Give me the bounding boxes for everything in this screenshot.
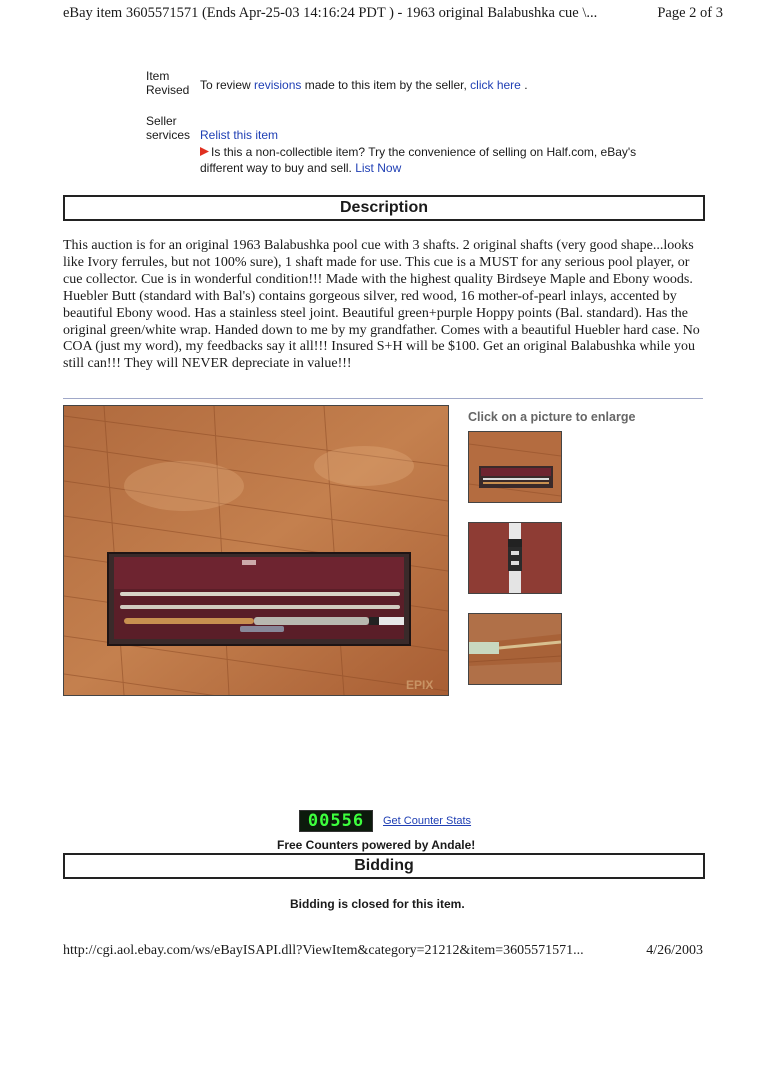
item-revised-label-line2: Revised — [146, 83, 190, 97]
half-com-promo — [200, 144, 680, 176]
promo-text: Is this a non-collectible item? Try the convenience of selling on Half.com, eBay's different way to buy and sell. — [200, 145, 637, 175]
thumbnail-1[interactable] — [468, 431, 562, 503]
bidding-heading: Bidding — [63, 853, 705, 879]
page-number: Page 2 of 3 — [657, 5, 723, 21]
print-title: eBay item 3605571571 (Ends Apr-25-03 14:16:24 PDT ) - 1963 original Balabushka cue \... — [63, 5, 598, 21]
red-arrow-icon — [200, 147, 209, 156]
cue-case-photo — [64, 406, 448, 695]
page-footer — [63, 943, 703, 959]
list-now-link[interactable]: List Now — [355, 161, 402, 175]
hit-counter: 00556 — [299, 810, 373, 832]
footer-url: http://cgi.aol.ebay.com/ws/eBayISAPI.dll?ViewItem&category=21212&item=3605571571... — [63, 943, 584, 958]
revised-text-after: . — [524, 78, 528, 92]
relist-item-link[interactable]: Relist this item — [200, 128, 279, 142]
thumbnail-3[interactable] — [468, 613, 562, 685]
main-photo[interactable] — [63, 405, 449, 696]
thumbnail-2[interactable] — [468, 522, 562, 594]
description-heading: Description — [63, 195, 705, 221]
divider — [63, 398, 703, 399]
revisions-link[interactable]: revisions — [254, 78, 302, 92]
item-revised-text — [200, 78, 528, 92]
bidding-status: Bidding is closed for this item. — [290, 897, 465, 911]
item-revised-label-line1: Item — [146, 69, 170, 83]
revised-text-before: To review — [200, 78, 251, 92]
seller-services-label — [146, 114, 190, 142]
enlarge-hint: Click on a picture to enlarge — [468, 410, 636, 424]
counter-stats-link[interactable]: Get Counter Stats — [383, 815, 472, 827]
description-body: This auction is for an original 1963 Balabushka pool cue with 3 shafts. 2 original shafts (very good shape...looks like Ivory ferrules, but not 100% sure), 1 shaft made for use. This cue is a MUST for any serious pool player, or cue collector. Cue is in wonderful condition!!! Made with the highest quality Birdseye Maple and Ebony woods. Huebler Butt (standard with Bal's) contains gorgeous silver, red wood, 16 mother-of-pearl inlays, accented by beautiful Ebony wood. Has a stainless steel joint. Beautiful green+purple Hoppy points (Bal. standard). Has the original green/white wrap. Handed down to me by my grandfather. Comes with a beautiful Huebler hard case. No COA (just my word), my feedbacks say it all!!! Insured S+H will be $100. Get an original Balabushka while you still can!!! They will NEVER depreciate in value!!! — [63, 238, 700, 372]
counter-powered-by: Free Counters powered by Andale! — [277, 838, 476, 852]
click-here-link[interactable]: click here — [470, 78, 521, 92]
footer-date: 4/26/2003 — [646, 943, 703, 958]
item-revised-label — [146, 69, 189, 97]
seller-services-label-line2: services — [146, 128, 191, 142]
page-header — [63, 5, 723, 22]
revised-text-middle: made to this item by the seller, — [304, 78, 467, 92]
photo-watermark: EPIX — [406, 678, 434, 692]
seller-services-label-line1: Seller — [146, 114, 177, 128]
